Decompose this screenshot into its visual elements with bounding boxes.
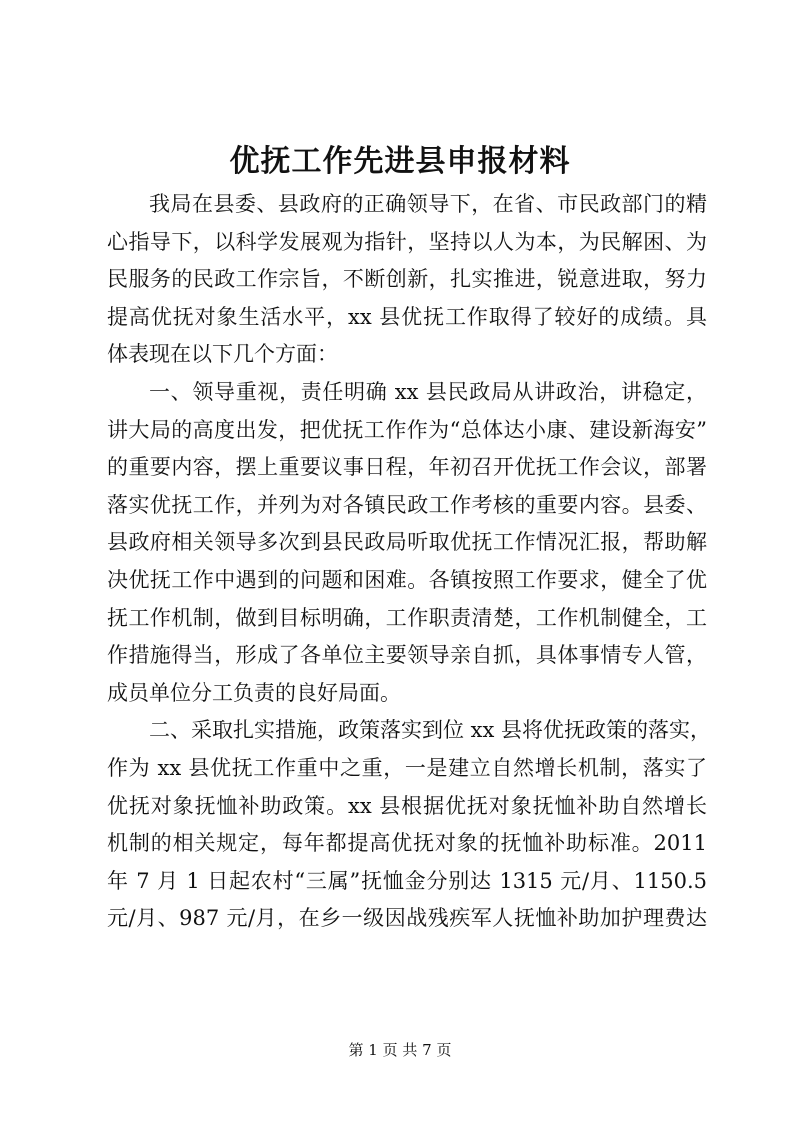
body-line: 落实优抚工作，并列为对各镇民政工作考核的重要内容。县委、 (107, 492, 707, 517)
page-footer: 第 1 页 共 7 页 (348, 1041, 452, 1059)
body-line: 提高优抚对象生活水平，xx 县优抚工作取得了较好的成绩。具 (107, 304, 707, 329)
body-line: 抚工作机制，做到目标明确，工作职责清楚，工作机制健全，工 (107, 605, 707, 630)
body-line: 元/月、987 元/月，在乡一级因战残疾军人抚恤补助加护理费达 (107, 906, 707, 931)
body-line: 我局在县委、县政府的正确领导下，在省、市民政部门的精 (149, 192, 707, 216)
body-line: 决优抚工作中遇到的问题和困难。各镇按照工作要求，健全了优 (107, 567, 707, 592)
document-title: 优抚工作先进县申报材料 (229, 144, 571, 179)
body-line: 优抚对象抚恤补助政策。xx 县根据优抚对象抚恤补助自然增长 (107, 793, 707, 818)
body-line: 县政府相关领导多次到县民政局听取优抚工作情况汇报，帮助解 (107, 530, 707, 555)
body-line: 体表现在以下几个方面： (107, 342, 338, 367)
body-line: 民服务的民政工作宗旨，不断创新，扎实推进，锐意进取，努力 (107, 267, 707, 292)
body-line: 作为 xx 县优抚工作重中之重，一是建立自然增长机制，落实了 (107, 755, 707, 780)
body-line: 二、采取扎实措施，政策落实到位 xx 县将优抚政策的落实， (149, 718, 712, 743)
body-line: 心指导下，以科学发展观为指针，坚持以人为本，为民解困、为 (107, 229, 707, 254)
body-line: 成员单位分工负责的良好局面。 (107, 680, 401, 705)
document-body (107, 186, 712, 938)
body-line: 机制的相关规定，每年都提高优抚对象的抚恤补助标准。2011 (107, 831, 707, 856)
body-line: 的重要内容，摆上重要议事日程，年初召开优抚工作会议，部署 (107, 455, 707, 480)
body-line: 一、领导重视，责任明确 xx 县民政局从讲政治，讲稳定， (149, 379, 707, 404)
body-line: 年 7 月 1 日起农村“三属”抚恤金分别达 1315 元/月、1150.5 (107, 868, 707, 893)
body-line: 作措施得当，形成了各单位主要领导亲自抓，具体事情专人管， (107, 643, 707, 668)
body-line: 讲大局的高度出发，把优抚工作作为“总体达小康、建设新海安” (107, 417, 707, 442)
